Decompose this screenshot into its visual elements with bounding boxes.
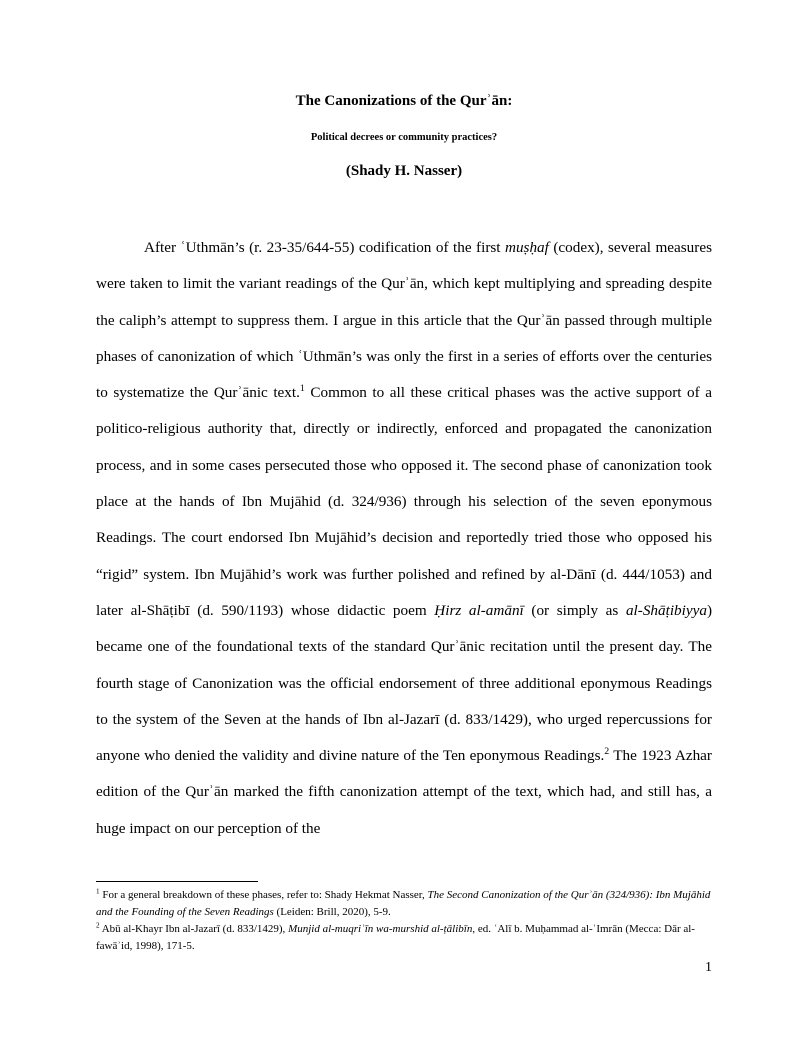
footnote-2 [96, 921, 712, 955]
footnote-text: For a general breakdown of these phases, refer to: Shady Hekmat Nasser, [99, 889, 428, 901]
footnote-reference-1[interactable]: 1 [299, 383, 305, 395]
footnote-text: Abū al-Khayr Ibn al-Jazarī (d. 833/1429), [99, 923, 289, 935]
paper-author: (Shady H. Nasser) [345, 163, 463, 179]
body-italic-term: al-Shāṭibiyya [625, 601, 707, 619]
footnote-title: The Second Canonization of the Qurʾān (324/936): Ibn Mujāhid and the Founding of the Seven Readings [96, 889, 711, 918]
paper-title: The Canonizations of the Qurʾān: [295, 93, 513, 109]
footnotes [96, 887, 712, 955]
body-italic-term: Ḥirz al-amānī [434, 601, 524, 619]
footnote-text: , ed. ʿAlī b. Muḥammad al-ʿImrān (Mecca: Dār al-fawāʾid, 1998), 171-5. [96, 923, 695, 952]
body-paragraph [96, 230, 712, 847]
footnote-text: (Leiden: Brill, 2020), 5-9. [273, 906, 391, 918]
footnote-mark: 1 [96, 887, 100, 896]
body-italic-term: muṣḥaf [504, 239, 549, 256]
paper-subtitle: Political decrees or community practices? [310, 132, 498, 143]
footnote-reference-2[interactable]: 2 [604, 746, 610, 758]
footnote-divider [96, 881, 258, 882]
footnote-1 [96, 887, 712, 921]
body-text-segment: (or simply as [523, 601, 626, 619]
page-number: 1 [705, 960, 712, 975]
body-text-segment: (codex), several measures were taken to limit the variant readings of the Qurʾān, which kept multiplying and spreading despite the caliph’s attempt to suppress them. I argue in this article that the Qurʾān passed through multiple phases of canonization of which ʿUthmān’s was only the first in a series of efforts over the centuries to systematize the Qurʾānic text. [96, 239, 712, 402]
body-text-segment: After ʿUthmān’s (r. 23-35/644-55) codification of the first [144, 239, 505, 256]
body-text-segment: ) became one of the foundational texts of the standard Qurʾānic recitation until the present day. The fourth stage of Canonization was the official endorsement of three additional eponymous Readings to the system of the Seven at the hands of Ibn al-Jazarī (d. 833/1429), who urged repercussions for anyone who denied the validity and divine nature of the Ten eponymous Readings. [96, 601, 712, 765]
body-text-segment: The 1923 Azhar edition of the Qurʾān marked the fifth canonization attempt of the text, which had, and still has, a huge impact on our perception of the [96, 747, 712, 837]
body-text-segment: Common to all these critical phases was the active support of a politico-religious authority that, directly or indirectly, enforced and propagated the canonization process, and in some cases persecuted those who opposed it. The second phase of canonization took place at the hands of Ibn Mujāhid (d. 324/936) through his selection of the seven eponymous Readings. The court endorsed Ibn Mujāhid’s decision and reportedly tried those who opposed his “rigid” system. Ibn Mujāhid’s work was further polished and refined by al-Dānī (d. 444/1053) and later al-Shāṭibī (d. 590/1193) whose didactic poem [96, 384, 712, 619]
footnote-mark: 2 [96, 921, 100, 930]
footnote-title: Munjid al-muqriʾīn wa-murshid al-ṭālibīn [288, 923, 473, 935]
